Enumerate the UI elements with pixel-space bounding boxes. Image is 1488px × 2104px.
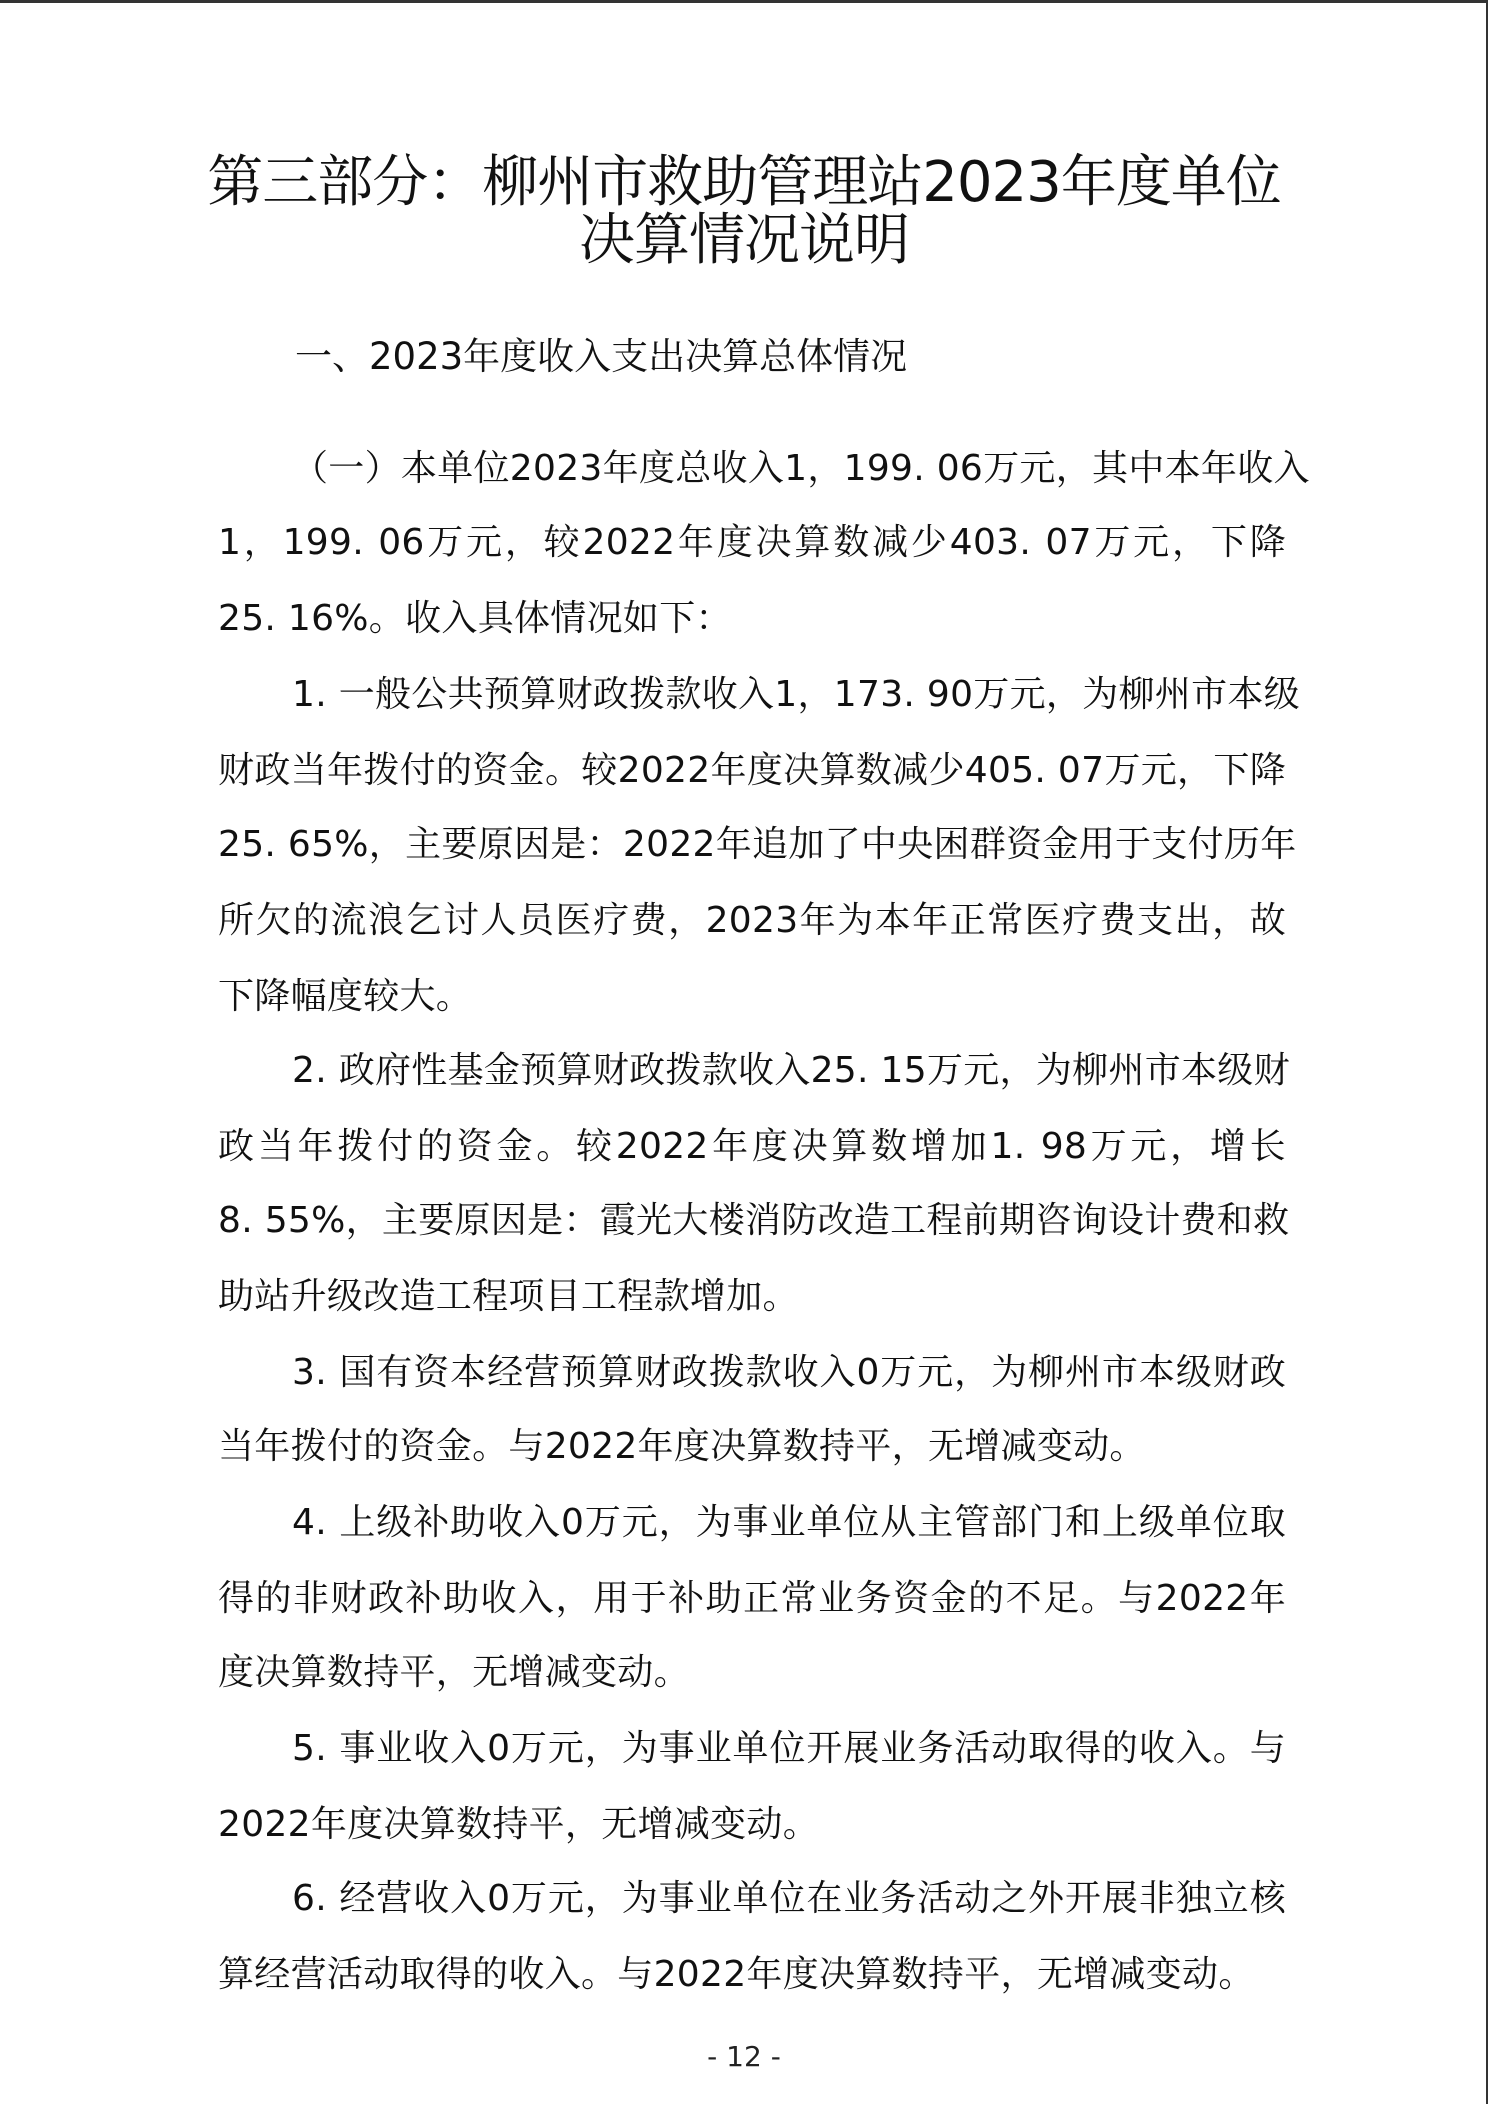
paragraph-line: 2. 政府性基金预算财政拨款收入25. 15万元，为柳州市本级财 <box>292 1050 1290 1091</box>
paragraph-line: 8. 55%，主要原因是：霞光大楼消防改造工程前期咨询设计费和救 <box>218 1200 1290 1241</box>
paragraph-line: 6. 经营收入0万元，为事业单位在业务活动之外开展非独立核 <box>292 1878 1286 1919</box>
paragraph-line: 算经营活动取得的收入。与2022年度决算数持平，无增减变动。 <box>218 1954 1255 1995</box>
paragraph-line: 政当年拨付的资金。较2022年度决算数增加1. 98万元，增长 <box>218 1126 1286 1167</box>
paragraph-line: 5. 事业收入0万元，为事业单位开展业务活动取得的收入。与 <box>292 1728 1286 1769</box>
paragraph-line: 当年拨付的资金。与2022年度决算数持平，无增减变动。 <box>218 1426 1146 1467</box>
paragraph-line: 所欠的流浪乞讨人员医疗费，2023年为本年正常医疗费支出，故 <box>218 900 1286 941</box>
paragraph-line: 4. 上级补助收入0万元，为事业单位从主管部门和上级单位取 <box>292 1502 1286 1543</box>
page-number: - 12 - <box>707 2040 781 2073</box>
paragraph-line: （一）本单位2023年度总收入1，199. 06万元，其中本年收入 <box>292 448 1310 489</box>
paragraph-line: 得的非财政补助收入，用于补助正常业务资金的不足。与2022年 <box>218 1578 1286 1619</box>
paragraph-line: 财政当年拨付的资金。较2022年度决算数减少405. 07万元，下降 <box>218 750 1286 791</box>
paragraph-line: 25. 16%。收入具体情况如下： <box>218 598 732 639</box>
paragraph-line: 1，199. 06万元，较2022年度决算数减少403. 07万元，下降 <box>218 522 1286 563</box>
paragraph-line: 3. 国有资本经营预算财政拨款收入0万元，为柳州市本级财政 <box>292 1352 1286 1393</box>
document-title-line-2: 决算情况说明 <box>579 208 909 273</box>
section-heading: 一、2023年度收入支出决算总体情况 <box>295 335 908 378</box>
paragraph-line: 度决算数持平，无增减变动。 <box>218 1652 690 1693</box>
paragraph-line: 1. 一般公共预算财政拨款收入1，173. 90万元，为柳州市本级 <box>292 674 1301 715</box>
paragraph-line: 助站升级改造工程项目工程款增加。 <box>218 1276 799 1317</box>
paragraph-line: 下降幅度较大。 <box>218 976 473 1017</box>
document-title-line-1: 第三部分：柳州市救助管理站2023年度单位 <box>207 150 1281 215</box>
paragraph-line: 2022年度决算数持平，无增减变动。 <box>218 1804 820 1845</box>
paragraph-line: 25. 65%，主要原因是：2022年追加了中央困群资金用于支付历年 <box>218 824 1297 865</box>
